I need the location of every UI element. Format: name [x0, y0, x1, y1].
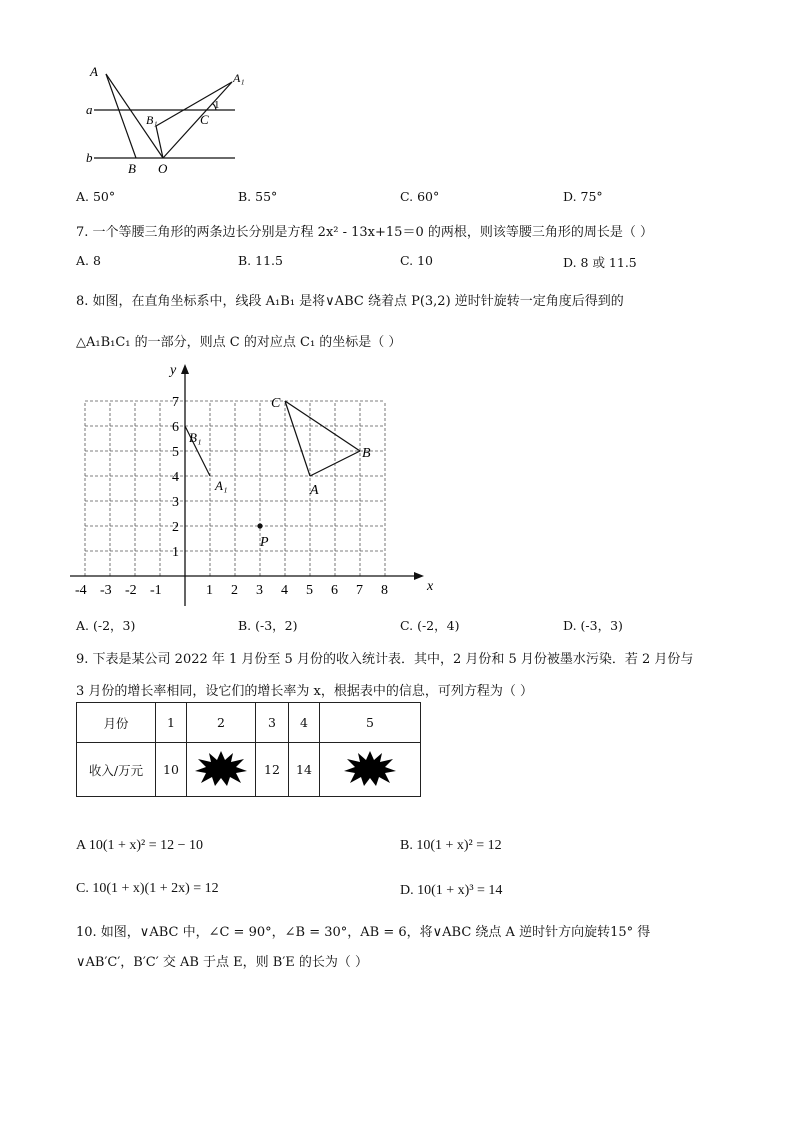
point-label-B1: B₁: [189, 430, 202, 445]
label-A1: A₁: [233, 71, 245, 85]
table-cell-month-4: 4: [289, 703, 320, 743]
point-label-C: C: [271, 396, 281, 411]
y-tick-label: 6: [172, 420, 179, 435]
q7-option-d: D. 8 或 11.5: [563, 255, 637, 270]
x-tick-label: 3: [256, 583, 263, 598]
table-row: [77, 703, 421, 743]
y-tick-label: 2: [172, 520, 179, 535]
table-cell-month-3: 3: [256, 703, 289, 743]
table-cell-income-4: 14: [289, 743, 320, 797]
x-axis-arrow: [414, 572, 424, 580]
x-tick-label: -4: [75, 583, 87, 598]
x-axis-label: x: [427, 579, 434, 594]
ink-splat-icon: [342, 749, 398, 787]
ink-blot-month-5: [320, 743, 421, 797]
y-axis-label: y: [170, 363, 177, 378]
table-cell-month-5: 5: [320, 703, 421, 743]
x-tick-label: 5: [306, 583, 313, 598]
q9-option-c: C. 10(1 + x)(1 + 2x) = 12: [76, 881, 219, 896]
q7-option-c: C. 10: [400, 253, 433, 268]
table-header-month: 月份: [77, 703, 156, 743]
point-label-A1: A₁: [215, 478, 228, 493]
y-axis-arrow: [181, 364, 189, 374]
y-tick-label: 7: [172, 395, 179, 410]
q8-option-c: C. (-2，4): [400, 618, 460, 633]
ink-blot-month-2: [187, 743, 256, 797]
q6-option-c: C. 60°: [400, 189, 440, 204]
q8-option-d: D. (-3，3): [563, 618, 623, 633]
label-B: B: [128, 161, 136, 176]
x-tick-label: 6: [331, 583, 338, 598]
ink-splat-icon: [194, 749, 248, 787]
segment-OA1: [163, 82, 232, 158]
q6-option-a: A. 50°: [76, 189, 116, 204]
q7-text: 7. 一个等腰三角形的两条边长分别是方程 2x² - 13x+15＝0 的两根，则该等腰三角形的周长是（ ）: [76, 225, 653, 240]
point-P: [257, 523, 262, 528]
x-tick-label: 2: [231, 583, 238, 598]
label-a: a: [86, 102, 93, 117]
q7-option-a: A. 8: [76, 253, 101, 268]
q6-option-b: B. 55°: [238, 189, 278, 204]
table-cell-month-2: 2: [187, 703, 256, 743]
label-O: O: [158, 161, 168, 176]
q9-text-line1: 9. 下表是某公司 2022 年 1 月份至 5 月份的收入统计表．其中，2 月份和 5 月份被墨水污染．若 2 月份与: [76, 652, 694, 667]
x-tick-label: -3: [100, 583, 112, 598]
q8-option-a: A. (-2，3): [76, 618, 136, 633]
q9-option-d: D. 10(1 + x)³ = 14: [400, 883, 503, 898]
point-label-P: P: [260, 535, 269, 550]
y-tick-label: 5: [172, 445, 179, 460]
label-B1: B₁: [146, 113, 158, 127]
income-table: [76, 702, 421, 797]
x-tick-label: 7: [356, 583, 363, 598]
label-C: C: [200, 112, 209, 127]
y-tick-label: 3: [172, 495, 179, 510]
point-label-B: B: [362, 446, 371, 461]
table-cell-month-1: 1: [156, 703, 187, 743]
y-tick-label: 1: [172, 545, 179, 560]
q6-figure: [80, 60, 260, 180]
q8-coordinate-graph: [70, 358, 450, 608]
x-tick-label: 8: [381, 583, 388, 598]
q8-text-line1: 8. 如图，在直角坐标系中，线段 A₁B₁ 是将∨ABC 绕着点 P(3,2) 逆时针旋转一定角度后得到的: [76, 294, 624, 309]
q7-option-b: B. 11.5: [238, 253, 283, 268]
q6-option-d: D. 75°: [563, 189, 603, 204]
q9-option-b: B. 10(1 + x)² = 12: [400, 838, 502, 853]
x-tick-label: -1: [150, 583, 162, 598]
q9-option-a: A 10(1 + x)² = 12 − 10: [76, 838, 204, 853]
y-tick-label: 4: [172, 470, 179, 485]
label-angle-1: 1: [214, 99, 220, 111]
q8-text-line2: △A₁B₁C₁ 的一部分，则点 C 的对应点 C₁ 的坐标是（ ）: [76, 335, 402, 350]
q10-text-line1: 10. 如图，∨ABC 中，∠C = 90°，∠B = 30°，AB = 6，将∨ABC 绕点 A 逆时针方向旋转15° 得: [76, 925, 651, 940]
q9-text-line2: 3 月份的增长率相同，设它们的增长率为 x，根据表中的信息，可列方程为（ ）: [76, 684, 533, 699]
table-cell-income-3: 12: [256, 743, 289, 797]
q10-text-line2: ∨AB′C′，B′C′ 交 AB 于点 E，则 B′E 的长为（ ）: [76, 955, 369, 970]
point-label-A: A: [310, 483, 319, 498]
label-b: b: [86, 150, 93, 165]
segment-B1A1: [156, 82, 232, 126]
table-row: [77, 743, 421, 797]
q8-option-b: B. (-3，2): [238, 618, 298, 633]
x-tick-label: 4: [281, 583, 288, 598]
x-tick-label: 1: [206, 583, 213, 598]
segment-AB: [106, 74, 136, 158]
segment-CA: [285, 401, 310, 476]
label-A: A: [90, 64, 98, 79]
table-header-income: 收入/万元: [77, 743, 156, 797]
x-tick-label: -2: [125, 583, 137, 598]
table-cell-income-1: 10: [156, 743, 187, 797]
